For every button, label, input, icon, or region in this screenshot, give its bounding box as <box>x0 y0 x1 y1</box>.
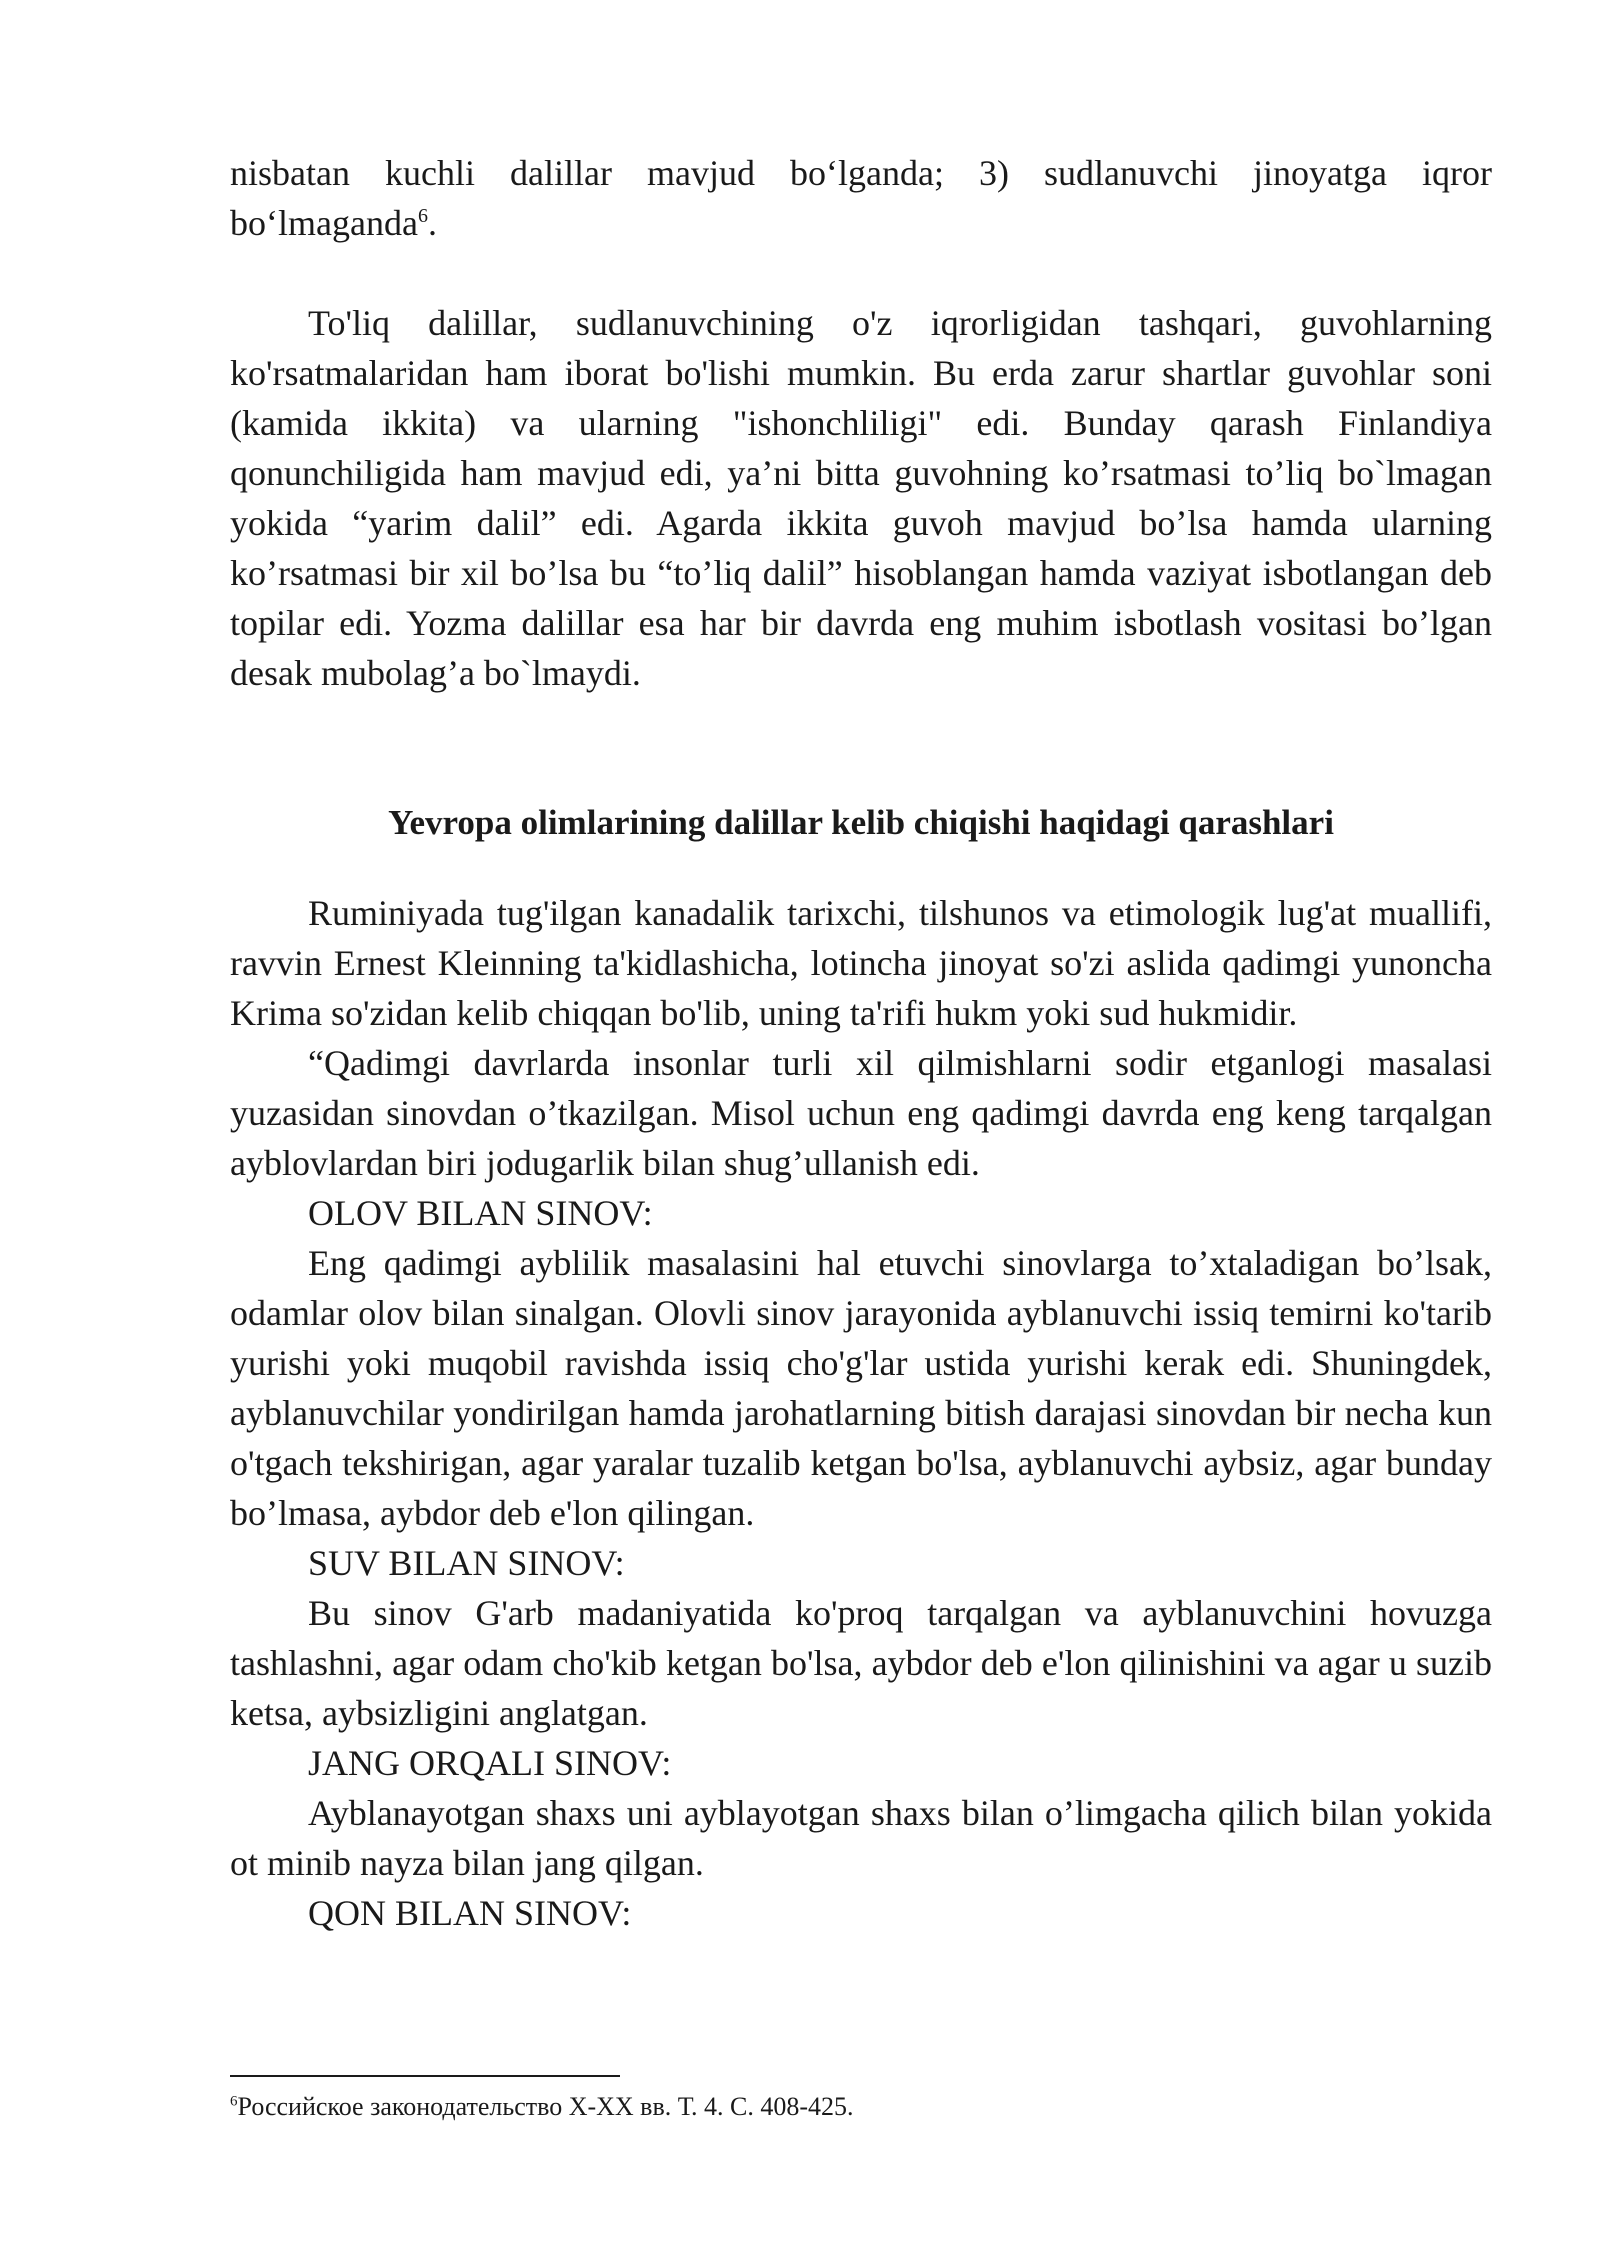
paragraph-text: nisbatan kuchli dalillar mavjud bo‘lganda; 3) sudlanuvchi jinoyatga iqror bo‘lmaganda <box>230 153 1492 243</box>
subheading-fire-trial: OLOV BILAN SINOV: <box>308 1193 653 1233</box>
subheading-blood-trial: QON BILAN SINOV: <box>308 1893 632 1933</box>
paragraph-combat-trial: Ayblanayotgan shaxs uni ayblayotgan shaxs bilan o’limgacha qilich bilan yokida ot minib nayza bilan jang qilgan. <box>230 1793 1492 1883</box>
subheading-combat-trial: JANG ORQALI SINOV: <box>308 1743 672 1783</box>
section-heading: Yevropa olimlarining dalillar kelib chiqishi haqidagi qarashlari <box>388 803 1334 842</box>
paragraph-fire-trial: Eng qadimgi ayblilik masalasini hal etuvchi sinovlarga to’xtaladigan bo’lsak, odamlar olov bilan sinalgan. Olovli sinov jarayonida ayblanuvchi issiq temirni ko'tarib yurishi yoki muqobil ravishda issiq cho'g'lar ustida yurishi kerak edi. Shuningdek, ayblanuvchilar yondirilgan hamda jarohatlarning bitish darajasi sinovdan bir necha kun o'tgach tekshirigan, agar yaralar tuzalib ketgan bo'lsa, ayblanuvchi aybsiz, agar bunday bo’lmasa, aybdor deb e'lon qilingan. <box>230 1243 1492 1533</box>
paragraph-continuation <box>230 148 1492 248</box>
footnote-reference[interactable]: 6 <box>417 205 428 227</box>
paragraph-period: . <box>427 203 437 243</box>
paragraph-ancient-trials: “Qadimgi davrlarda insonlar turli xil qilmishlarni sodir etganlogi masalasi yuzasidan sinovdan o’tkazilgan. Misol uchun eng qadimgi davrda eng keng tarqalgan ayblovlardan biri jodugarlik bilan shug’ullanish edi. <box>230 1043 1492 1183</box>
footnote <box>230 2090 854 2124</box>
document-body <box>230 148 1492 1938</box>
footnote-text: Российское законодательство X-XX вв. Т. 4. С. 408-425. <box>237 2092 854 2121</box>
paragraph-water-trial: Bu sinov G'arb madaniyatida ko'proq tarqalgan va ayblanuvchini hovuzga tashlashni, agar odam cho'kib ketgan bo'lsa, aybdor deb e'lon qilinishini va agar u suzib ketsa, aybsizligini anglatgan. <box>230 1593 1492 1733</box>
paragraph-full-evidence: To'liq dalillar, sudlanuvchining o'z iqrorligidan tashqari, guvohlarning ko'rsatmalaridan ham iborat bo'lishi mumkin. Bu erda zarur shartlar guvohlar soni (kamida ikkita) va ularning "ishonchliligi" edi. Bunday qarash Finlandiya qonunchiligida ham mavjud edi, ya’ni bitta guvohning ko’rsatmasi to’liq bo`lmagan yokida “yarim dalil” edi. Agarda ikkita guvoh mavjud bo’lsa hamda ularning ko’rsatmasi bir xil bo’lsa bu “to’liq dalil” hisoblangan hamda vaziyat isbotlangan deb topilar edi. Yozma dalillar esa har bir davrda eng muhim isbotlash vositasi bo’lgan desak mubolag’a bo`lmaydi. <box>230 303 1492 693</box>
paragraph-etymology: Ruminiyada tug'ilgan kanadalik tarixchi, tilshunos va etimologik lug'at muallifi, ravvin Ernest Kleinning ta'kidlashicha, lotincha jinoyat so'zi aslida qadimgi yunoncha Krima so'zidan kelib chiqqan bo'lib, uning ta'rifi hukm yoki sud hukmidir. <box>230 893 1492 1033</box>
footnote-separator <box>230 2075 620 2077</box>
subheading-water-trial: SUV BILAN SINOV: <box>308 1543 625 1583</box>
footnote-number: 6 <box>230 2093 238 2110</box>
